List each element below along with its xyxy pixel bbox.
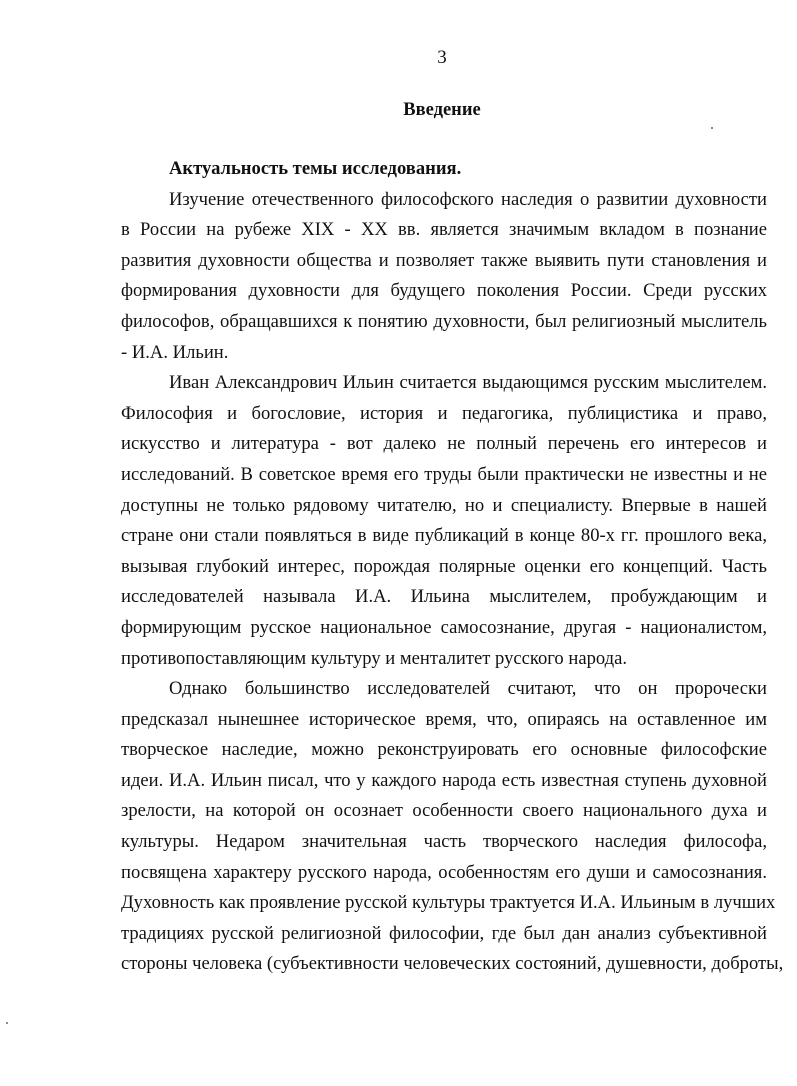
- paragraph-3-line-9: традициях русской религиозной философии, где был дан анализ субъективной: [121, 922, 767, 944]
- section-title: Введение: [403, 100, 481, 120]
- paragraph-2-line-8: исследователей называла И.А. Ильина мыслителем, пробуждающим и: [121, 586, 767, 608]
- paragraph-1-line-4: формирования духовности для будущего поколения России. Среди русских: [121, 280, 767, 302]
- paragraph-3-line-1: Однако большинство исследователей считают, что он пророчески: [169, 678, 767, 700]
- scan-speck: [6, 1022, 8, 1024]
- paragraph-3-line-6: культуры. Недаром значительная часть творческого наследия философа,: [121, 831, 767, 853]
- paragraph-2-line-9: формирующим русское национальное самосознание, другая - националистом,: [121, 616, 767, 638]
- scan-speck: [711, 127, 713, 129]
- paragraph-2-line-10: противопоставляющим культуру и менталитет русского народа.: [121, 647, 627, 669]
- paragraph-3-line-8: Духовность как проявление русской культуры трактуется И.А. Ильиным в лучших: [121, 892, 776, 914]
- paragraph-3-line-2: предсказал нынешнее историческое время, что, опираясь на оставленное им: [121, 708, 767, 730]
- page-number: 3: [437, 47, 447, 68]
- paragraph-2-line-1: Иван Александрович Ильин считается выдающимся русским мыслителем.: [169, 372, 767, 394]
- paragraph-1-line-3: развития духовности общества и позволяет также выявить пути становления и: [121, 249, 767, 271]
- paragraph-3-line-3: творческое наследие, можно реконструировать его основные философские: [121, 739, 767, 761]
- paragraph-2-line-5: доступны не только рядовому читателю, но и специалисту. Впервые в нашей: [121, 494, 767, 516]
- subheading: Актуальность темы исследования.: [169, 158, 462, 179]
- paragraph-1-line-1: Изучение отечественного философского наследия о развитии духовности: [169, 188, 767, 210]
- paragraph-3-line-4: идеи. И.А. Ильин писал, что у каждого народа есть известная ступень духовной: [121, 769, 767, 791]
- paragraph-1-line-6: - И.А. Ильин.: [121, 341, 229, 363]
- body-text: [121, 154, 784, 980]
- paragraph-3-line-7: посвящена характеру русского народа, особенностям его души и самосознания.: [121, 861, 767, 883]
- paragraph-2-line-6: стране они стали появляться в виде публикаций в конце 80-х гг. прошлого века,: [121, 525, 767, 547]
- paragraph-1-line-5: философов, обращавшихся к понятию духовности, был религиозный мыслитель: [121, 310, 767, 332]
- paragraph-3-line-10: стороны человека (субъективности человеческих состояний, душевности, доброты,: [121, 953, 784, 975]
- paragraph-1-line-2: в России на рубеже XIX - XX вв. является значимым вкладом в познание: [121, 219, 767, 241]
- paragraph-2-line-7: вызывая глубокий интерес, порождая полярные оценки его концепций. Часть: [121, 555, 767, 577]
- paragraph-2-line-2: Философия и богословие, история и педагогика, публицистика и право,: [121, 402, 767, 424]
- paragraph-2-line-3: искусство и литература - вот далеко не полный перечень его интересов и: [121, 433, 767, 455]
- paragraph-3-line-5: зрелости, на которой он осознает особенности своего национального духа и: [121, 800, 767, 822]
- paragraph-2-line-4: исследований. В советское время его труды были практически не известны и не: [121, 463, 767, 485]
